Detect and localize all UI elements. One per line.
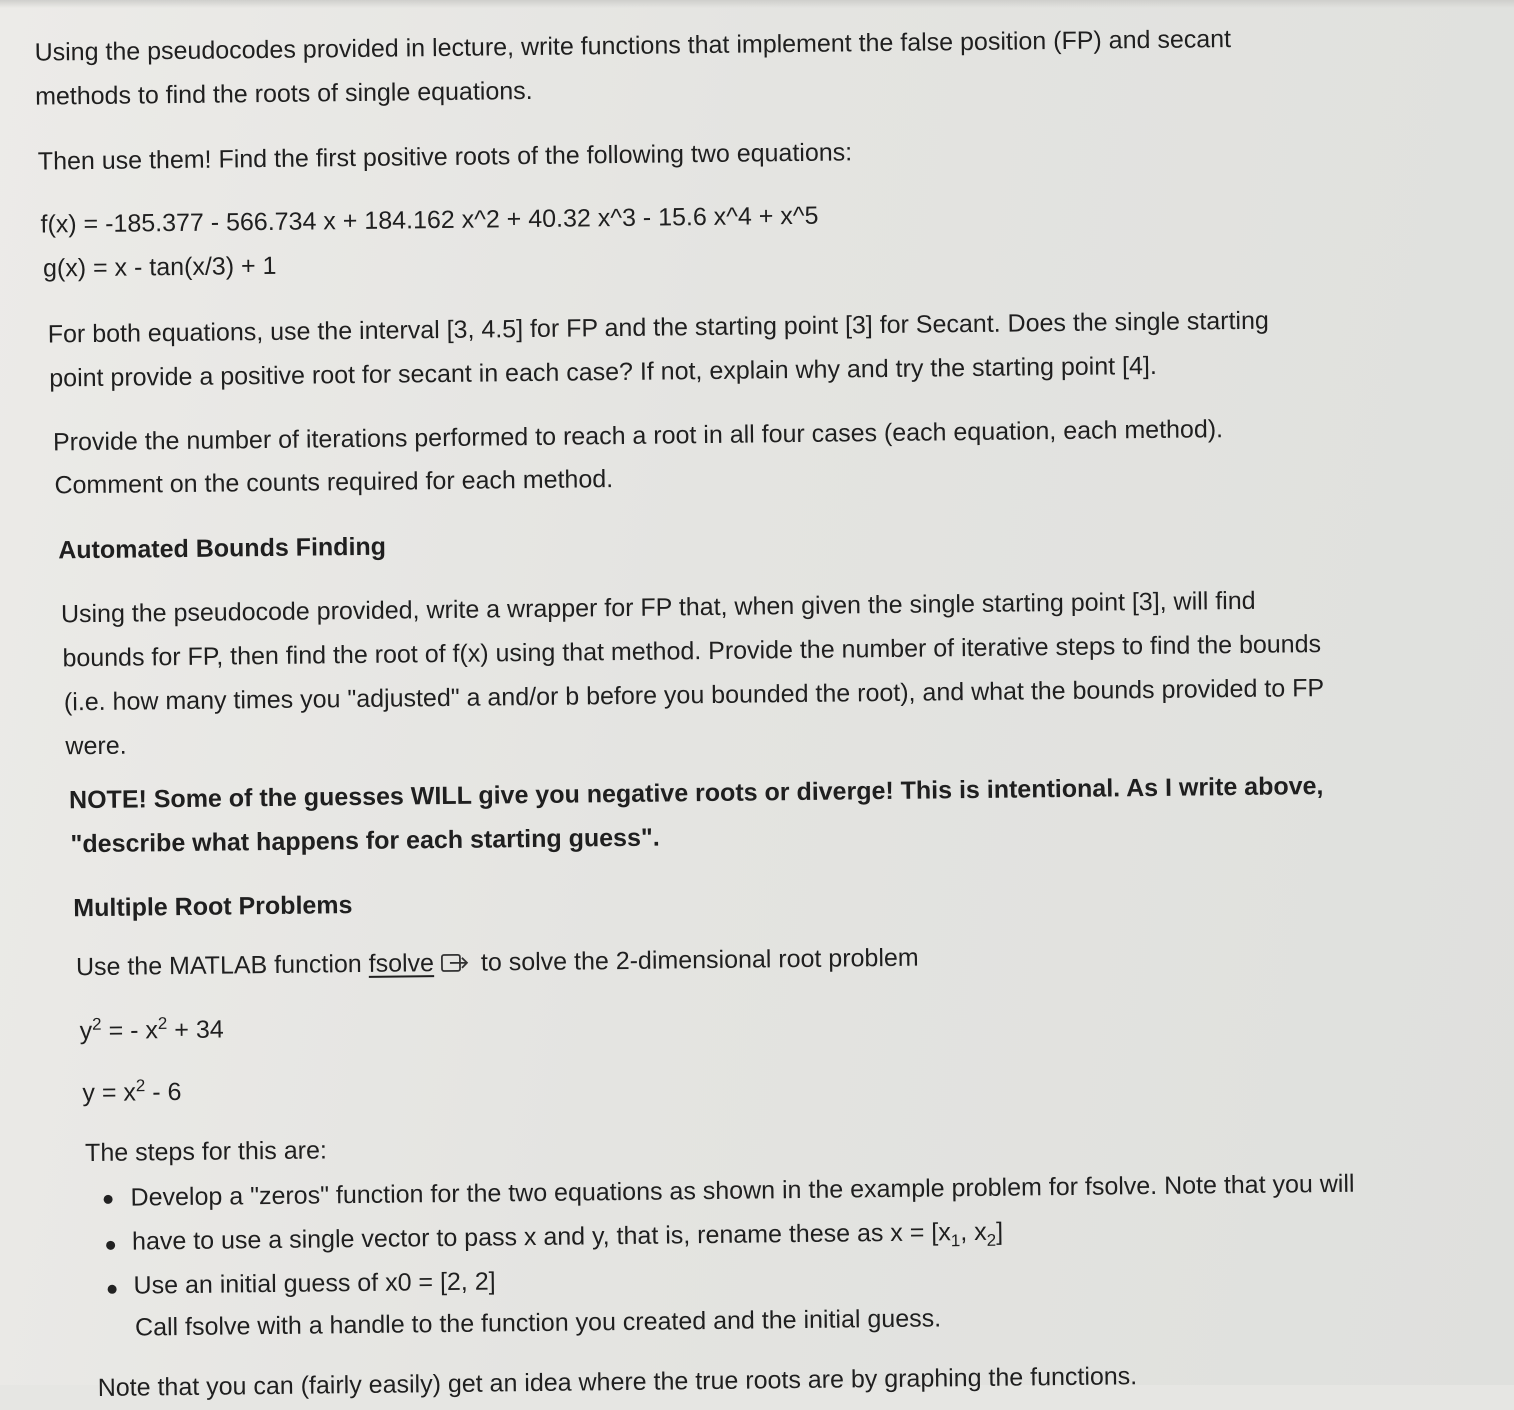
iterations-line-1: Provide the number of iterations performed to reach a root in all four cases (each equation, each method). [52,415,1224,457]
bullet-1-line-1: Develop a "zeros" function for the two equations as shown in the example problem for fsolve. Note that you will [130,1169,1355,1212]
bounds-line-3: (i.e. how many times you "adjusted" a and/or b before you bounded the root), and what the bounds provided to FP [63,674,1325,717]
eq1-part-a: y [79,1017,93,1046]
bullet-1-line-2-c: ] [995,1217,1004,1246]
iterations-line-2: Comment on the counts required for each method. [54,465,614,500]
steps-intro: The steps for this are: [84,1136,328,1168]
equation-f: f(x) = -185.377 - 566.734 x + 184.162 x^2 + 40.32 x^3 - 15.6 x^4 + x^5 [40,201,819,239]
bullet-3: Call fsolve with a handle to the function you created and the initial guess. [134,1304,942,1342]
note-line-1: NOTE! Some of the guesses WILL give you negative roots or diverge! This is intentional. As I write above, [68,772,1324,815]
eq2-part-b: - 6 [145,1078,182,1107]
bounds-line-4: were. [65,731,127,761]
bullet-1-line-2-b: , x [960,1217,987,1247]
fsolve-link[interactable]: fsolve [368,949,435,978]
eq2-exponent: 2 [135,1076,146,1096]
intro-line-2: methods to find the roots of single equations. [34,76,533,111]
bullet-1-line-2-a: have to use a single vector to pass x and y, that is, rename these as x = [x [131,1218,951,1256]
eq2-part-a: y = x [82,1078,137,1108]
eq1-exponent-1: 2 [92,1014,102,1034]
fsolve-instruction [76,937,919,989]
use-them-text: Then use them! Find the first positive roots of the following two equations: [37,138,853,176]
external-link-icon[interactable] [434,949,474,977]
eq1-part-c: + 34 [167,1015,224,1045]
heading-multiple-root: Multiple Root Problems [73,891,353,923]
system-equation-1 [79,1009,223,1053]
bullet-dot-2 [106,1241,115,1250]
fsolve-instruction-after: to solve the 2-dimensional root problem [473,943,919,977]
subscript-1: 1 [950,1231,961,1251]
interval-line-2: point provide a positive root for secant in each case? If not, explain why and try the starting point [4]. [49,351,1157,393]
bounds-line-2: bounds for FP, then find the root of f(x) using that method. Provide the number of iterative steps to find the bounds [62,630,1322,673]
equation-g: g(x) = x - tan(x/3) + 1 [42,251,277,283]
subscript-2: 2 [986,1230,997,1250]
bullet-1-line-2 [132,1211,1003,1263]
heading-automated-bounds: Automated Bounds Finding [58,532,387,565]
eq1-exponent-2: 2 [157,1013,168,1033]
closing-note: Note that you can (fairly easily) get an idea where the true roots are by graphing the functions. [97,1362,1138,1402]
bounds-line-1: Using the pseudocode provided, write a wrapper for FP that, when given the single starting point [3], will find [60,586,1256,629]
interval-line-1: For both equations, use the interval [3, 4.5] for FP and the starting point [3] for Secant. Does the single starting [47,306,1269,349]
intro-line-1: Using the pseudocodes provided in lecture, write functions that implement the false position (FP) and secant [34,25,1232,67]
system-equation-2 [82,1071,182,1114]
bullet-2: Use an initial guess of x0 = [2, 2] [133,1267,496,1300]
fsolve-instruction-before: Use the MATLAB function [75,949,369,982]
bullet-dot-1 [104,1195,113,1204]
eq1-part-b: = - x [101,1016,159,1045]
note-line-2: "describe what happens for each starting guess". [70,823,660,859]
bullet-dot-3 [108,1285,117,1294]
